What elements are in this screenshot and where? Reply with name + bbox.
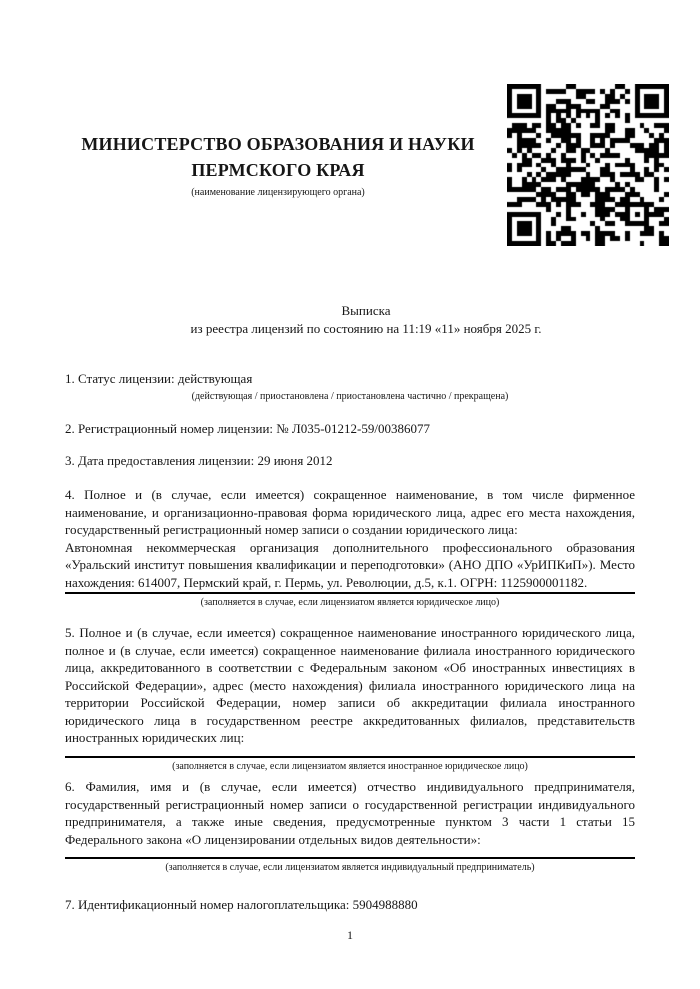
qr-code-icon bbox=[507, 84, 669, 246]
foreign-entity-label: 5. Полное и (в случае, если имеется) сокращенное наименование иностранного юридического лица, полное и (в случае, если имеется) сокращенное наименование филиала иностранного юридического лица, аккредитованного в соответствии с Федеральным законом «Об иностранных инвестициях в Российской Федерации», адрес (место нахождения) филиала иностранного юридического лица на территории Российской Федерации, номер записи об аккредитации филиала иностранного юридического лица в государственном реестре аккредитованных филиалов, представительств иностранных юридических лиц: bbox=[65, 625, 635, 745]
license-status-options-caption: (действующая / приостановлена / приостановлена частично / прекращена) bbox=[191, 390, 509, 402]
foreign-entity-caption: (заполняется в случае, если лицензиатом является иностранное юридическое лицо) bbox=[172, 760, 528, 772]
item-taxpayer-number bbox=[65, 896, 635, 914]
item-individual-entrepreneur bbox=[65, 778, 635, 874]
taxpayer-number-text: 7. Идентификационный номер налогоплательщика: 5904988880 bbox=[65, 897, 418, 912]
title-line2: из реестра лицензий по состоянию на 11:19 «11» ноября 2025 г. bbox=[190, 320, 542, 336]
licensing-authority-caption: (наименование лицензирующего органа) bbox=[191, 187, 365, 198]
legal-entity-caption: (заполняется в случае, если лицензиатом является юридическое лицо) bbox=[200, 597, 500, 608]
license-status-text: 1. Статус лицензии: действующая bbox=[65, 371, 253, 386]
item-license-status bbox=[65, 370, 635, 403]
ministry-name-line2: ПЕРМСКОГО КРАЯ bbox=[191, 160, 365, 180]
item-foreign-entity bbox=[65, 624, 635, 773]
document-title bbox=[81, 302, 651, 337]
item-registration-number bbox=[65, 420, 635, 438]
item-legal-entity bbox=[65, 486, 635, 609]
legal-entity-label: 4. Полное и (в случае, если имеется) сокращенное наименование, в том числе фирменное наименование, и организационно-правовая форма юридического лица, адрес его места нахождения, государственный регистрационный номер записи о создании юридического лица: bbox=[65, 487, 635, 537]
title-line1: Выписка bbox=[341, 303, 391, 318]
item-grant-date bbox=[65, 452, 635, 470]
foreign-entity-empty-value bbox=[65, 747, 635, 755]
individual-entrepreneur-caption: (заполняется в случае, если лицензиатом является индивидуальный предприниматель) bbox=[165, 862, 535, 873]
individual-entrepreneur-empty-value bbox=[65, 848, 635, 856]
grant-date-text: 3. Дата предоставления лицензии: 29 июня 2012 bbox=[65, 453, 333, 468]
legal-entity-value: Автономная некоммерческая организация дополнительного профессионального образования «Уральский институт повышения квалификации и переподготовки» (АНО ДПО «УрИПКиП»). Место нахождения: 614007, Пермский край, г. Пермь, ул. Революции, д.5, к.1. ОГРН: 1125900001182. bbox=[65, 539, 635, 590]
ministry-name-line1: МИНИСТЕРСТВО ОБРАЗОВАНИЯ И НАУКИ bbox=[81, 134, 475, 154]
licensing-authority-header bbox=[70, 131, 486, 199]
page-number: 1 bbox=[347, 928, 353, 942]
individual-entrepreneur-label: 6. Фамилия, имя и (в случае, если имеется) отчество индивидуального предпринимателя, государственный регистрационный номер записи о государственной регистрации индивидуального предпринимателя, а также иные сведения, предусмотренные пунктом 3 части 1 статьи 15 Федерального закона «О лицензировании отдельных видов деятельности»: bbox=[65, 779, 635, 847]
registration-number-text: 2. Регистрационный номер лицензии: № Л035-01212-59/00386077 bbox=[65, 421, 431, 436]
